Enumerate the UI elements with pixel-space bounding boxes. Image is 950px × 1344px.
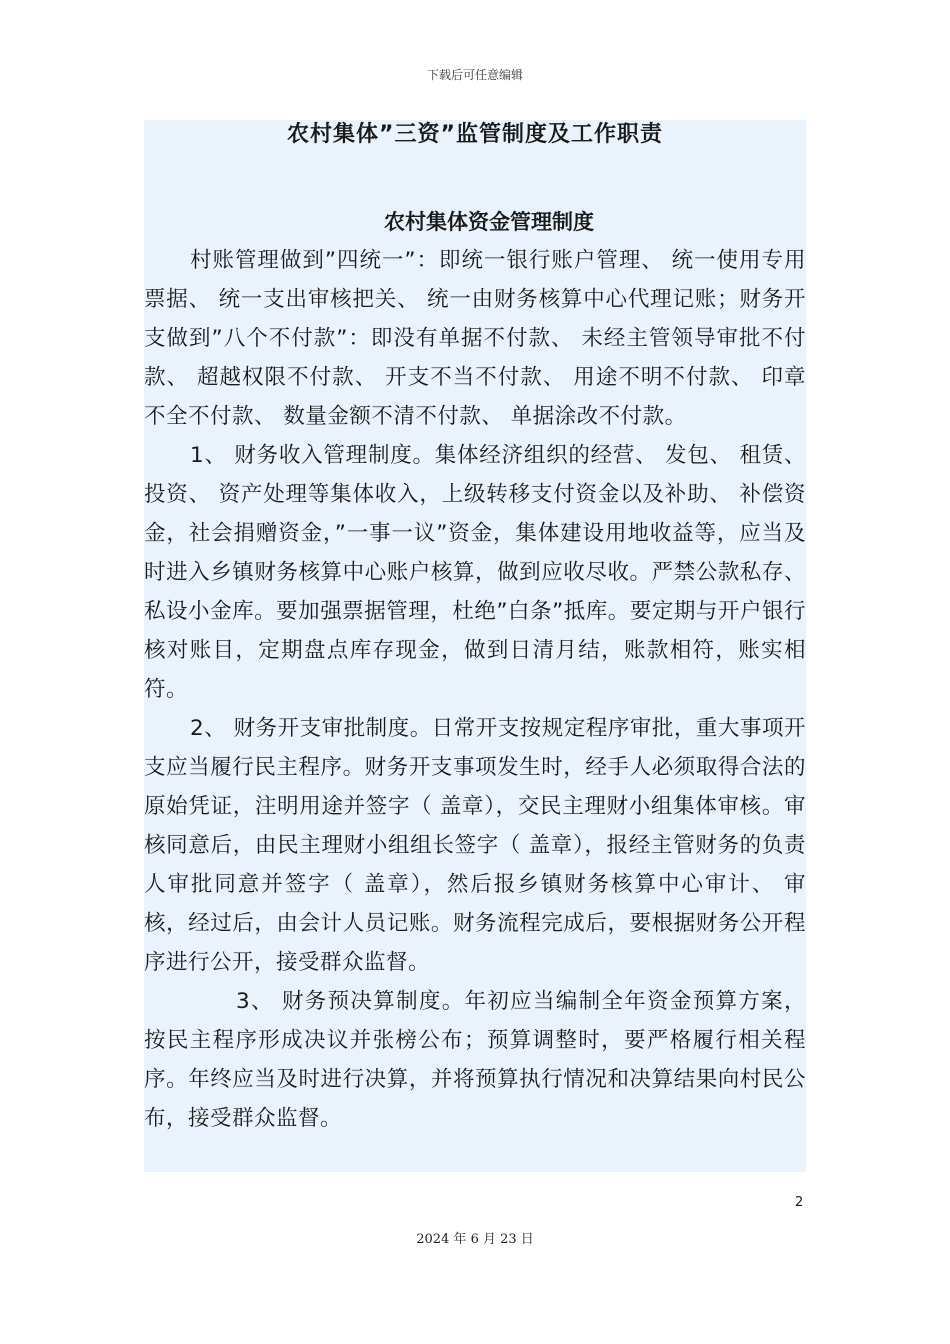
footer-date: 2024 年 6 月 23 日 (416, 1232, 534, 1247)
page-number: 2 (795, 1195, 804, 1210)
document-body (144, 120, 806, 1172)
header-note: 下载后可任意编辑 (426, 68, 523, 82)
paragraph-3: 3、 财务预决算制度。年初应当编制全年资金预算方案，按民主程序形成决议并张榜公布；预算调整时，要严格履行相关程序。年终应当及时进行决算，并将预算执行情况和决算结果向村民公布，接受群众监督。 (144, 989, 806, 1131)
section-title: 农村集体资金管理制度 (384, 210, 594, 234)
document-title: 农村集体”三资”监管制度及工作职责 (287, 122, 663, 147)
paragraphs (144, 241, 806, 1138)
paragraph-intro: 村账管理做到”四统一”：即统一银行账户管理、 统一使用专用票据、 统一支出审核把关、 统一由财务核算中心代理记账；财务开支做到”八个不付款”：即没有单据不付款、 未经主管领导审批不付款、 超越权限不付款、 开支不当不付款、 用途不明不付款、 印章不全不付款、 数量金额不清不付款、 单据涂改不付款。 (144, 248, 806, 429)
paragraph-1: 1、 财务收入管理制度。集体经济组织的经营、 发包、 租赁、 投资、 资产处理等集体收入，上级转移支付资金以及补助、 补偿资金，社会捐赠资金，”一事一议”资金，集体建设用地收益等，应当及时进入乡镇财务核算中心账户核算，做到应收尽收。严禁公款私存、 私设小金库。要加强票据管理，杜绝”白条”抵库。要定期与开户银行核对账目，定期盘点库存现金，做到日清月结，账款相符，账实相符。 (144, 443, 806, 702)
paragraph-2: 2、 财务开支审批制度。日常开支按规定程序审批，重大事项开支应当履行民主程序。财务开支事项发生时，经手人必须取得合法的原始凭证，注明用途并签字（ 盖章），交民主理财小组集体审核。审核同意后，由民主理财小组组长签字（ 盖章），报经主管财务的负责人审批同意并签字（ 盖章），然后报乡镇财务核算中心审计、 审核，经过后，由会计人员记账。财务流程完成后，要根据财务公开程序进行公开，接受群众监督。 (144, 716, 806, 975)
